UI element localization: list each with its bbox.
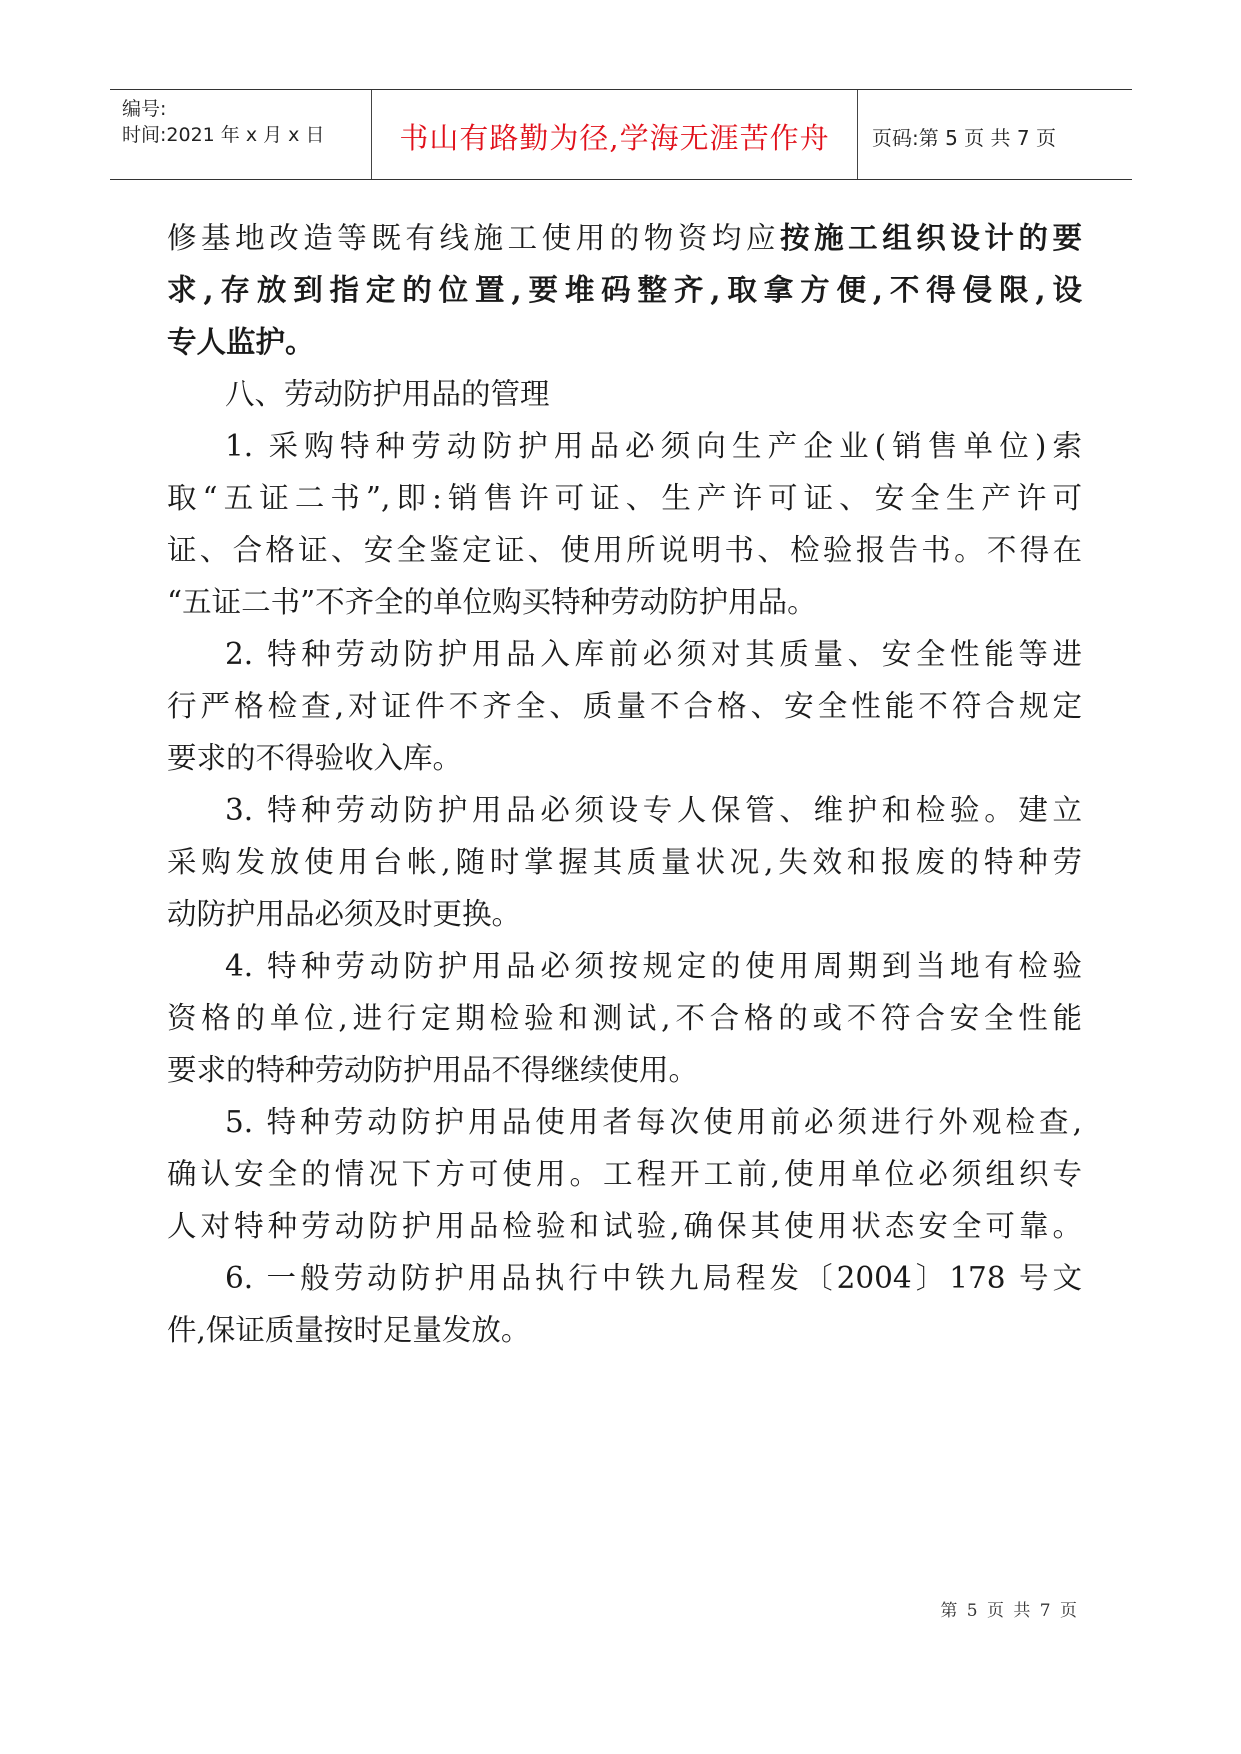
body-line: 5. 特种劳动防护用品使用者每次使用前必须进行外观检查, <box>225 1105 1082 1139</box>
body-line: 取“五证二书”,即:销售许可证、生产许可证、安全生产许可 <box>167 481 1082 515</box>
body-line: 动防护用品必须及时更换。 <box>167 897 522 931</box>
body-line: 4. 特种劳动防护用品必须按规定的使用周期到当地有检验 <box>225 949 1082 983</box>
body-line: 2. 特种劳动防护用品入库前必须对其质量、安全性能等进 <box>225 637 1082 671</box>
body-line: 件,保证质量按时足量发放。 <box>167 1313 531 1347</box>
body-line: 1. 采购特种劳动防护用品必须向生产企业(销售单位)索 <box>225 429 1082 463</box>
body-line: 确认安全的情况下方可使用。工程开工前,使用单位必须组织专 <box>167 1157 1082 1191</box>
page-header <box>110 89 1132 180</box>
body-bold-text: 按施工组织设计的要 <box>780 220 1082 255</box>
body-line: “五证二书”不齐全的单位购买特种劳动防护用品。 <box>167 585 817 619</box>
page-footer: 第 5 页 共 7 页 <box>940 1601 1079 1621</box>
body-line: 人对特种劳动防护用品检验和试验,确保其使用状态安全可靠。 <box>167 1209 1082 1243</box>
section-heading: 八、劳动防护用品的管理 <box>225 377 550 411</box>
body-line: 要求的不得验收入库。 <box>167 741 463 775</box>
body-line: 3. 特种劳动防护用品必须设专人保管、维护和检验。建立 <box>225 793 1082 827</box>
body-text: 修基地改造等既有线施工使用的物资均应 <box>167 221 781 255</box>
header-page-cell <box>858 90 1132 179</box>
header-motto-cell <box>372 90 858 179</box>
header-page-number: 页码:第 5 页 共 7 页 <box>872 126 1056 150</box>
document-number-label: 编号: <box>122 98 167 120</box>
body-line: 资格的单位,进行定期检验和测试,不合格的或不符合安全性能 <box>167 1001 1082 1035</box>
body-line <box>167 218 1082 258</box>
body-line: 6. 一般劳动防护用品执行中铁九局程发〔2004〕178 号文 <box>225 1261 1082 1295</box>
header-motto: 书山有路勤为径,学海无涯苦作舟 <box>399 121 830 155</box>
header-meta-cell <box>110 90 372 179</box>
body-line: 采购发放使用台帐,随时掌握其质量状况,失效和报废的特种劳 <box>167 845 1082 879</box>
body-line: 证、合格证、安全鉴定证、使用所说明书、检验报告书。不得在 <box>167 533 1082 567</box>
body-line: 专人监护。 <box>167 324 315 359</box>
body-line: 求,存放到指定的位置,要堆码整齐,取拿方便,不得侵限,设 <box>167 272 1082 307</box>
body-line: 要求的特种劳动防护用品不得继续使用。 <box>167 1053 699 1087</box>
document-time-label: 时间:2021 年 x 月 x 日 <box>122 124 325 146</box>
body-line: 行严格检查,对证件不齐全、质量不合格、安全性能不符合规定 <box>167 689 1082 723</box>
